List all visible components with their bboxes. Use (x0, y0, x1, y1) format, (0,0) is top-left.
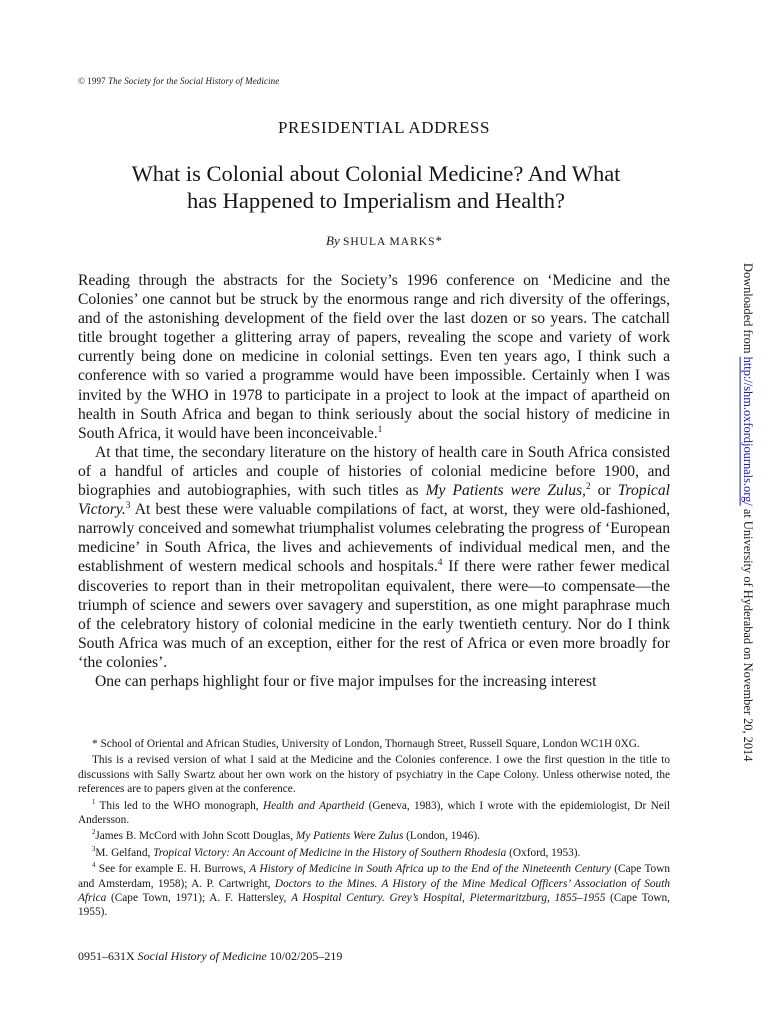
copyright-prefix: © 1997 (78, 76, 106, 86)
footnote-2-text-b: (London, 1946). (406, 830, 480, 843)
paragraph-1 (78, 271, 670, 443)
footnote-author-text: School of Oriental and African Studies, University of London, Thornaugh Street, Russell Square, London WC1H 0XG. (100, 738, 640, 750)
footnote-4-title-2: Doctors to the Mines. A History of the Mine Medical Officers’ Association of South Africa (78, 877, 670, 905)
paragraph-1-text: Reading through the abstracts for the Society’s 1996 conference on ‘Medicine and the Colonies’ one cannot but be struck by the enormous range and rich diversity of the offerings, and of the astonishing development of the field over the last dozen or so years. The catchall title brought together a glittering array of papers, revealing the scope and variety of work currently being done on medicine in colonial settings. Even ten years ago, I think such a conference with so varied a programme would have been impossible. Certainly when I was invited by the WHO in 1978 to participate in a project to look at the impact of apartheid on health in South Africa and began to think seriously about the social history of medicine in South Africa, it would have been inconceivable. (78, 272, 670, 442)
journal-name: Social History of Medicine (137, 949, 267, 963)
footnote-4-text-d: (Cape Town, 1955). (78, 892, 670, 919)
footnote-revised (78, 753, 670, 796)
footnote-4-text-a: See for example E. H. Burrows, (98, 863, 246, 876)
footnote-3-text-b: (Oxford, 1953). (509, 846, 581, 859)
copyright-society: The Society for the Social History of Medicine (108, 76, 280, 86)
paragraph-2 (78, 443, 670, 672)
footnote-ref-2: 2 (585, 481, 591, 492)
footnote-1-text-a: This led to the WHO monograph, (99, 799, 259, 812)
footnote-4-title-1: A History of Medicine in South Africa up to the End of the Nineteenth Century (249, 863, 611, 876)
journal-issn: 0951–631X (78, 949, 135, 963)
book-title-my-patients: My Patients were Zulus, (425, 482, 586, 500)
paragraph-2-text-b: At best these were valuable compilations of fact, at worst, they were old-fashioned, narrowly conceived and somewhat triumphalist volumes celebrating the progress of ‘European medicine’ in South Africa, the lives and achievements of individual medical men, and the establishment of western medical schools and hospitals. (78, 501, 670, 576)
footnotes (78, 737, 670, 922)
download-suffix: at University of Hyderabad on November 20, 2014 (741, 508, 755, 762)
download-watermark (740, 263, 755, 761)
article-title-line1: What is Colonial about Colonial Medicine? And What (131, 161, 621, 186)
footnote-2-text-a: James B. McCord with John Scott Douglas, (95, 830, 294, 843)
footnote-2-title: My Patients Were Zulus (295, 830, 404, 843)
footnote-3 (78, 846, 670, 860)
section-title: PRESIDENTIAL ADDRESS (277, 118, 491, 137)
paragraph-3-text: One can perhaps highlight four or five major impulses for the increasing interest (95, 672, 597, 690)
journal-citation (78, 949, 342, 964)
footnote-ref-1: 1 (377, 424, 383, 435)
footnote-2-number: 2 (92, 829, 96, 837)
book-title-tropical-victory: Tropical Victory. (78, 482, 670, 519)
download-prefix: Downloaded from (741, 263, 755, 354)
paragraph-2-or: or (597, 482, 611, 500)
paragraph-3 (78, 672, 670, 691)
article-title-line2: has Happened to Imperialism and Health? (187, 188, 565, 213)
author-name: SHULA MARKS (342, 236, 436, 248)
footnote-4-text-c: (Cape Town, 1971); A. F. Hattersley, (110, 892, 287, 905)
footnote-2 (78, 829, 670, 843)
footnote-4-title-3: A Hospital Century. Grey’s Hospital, Pietermaritzburg, 1855–1955 (291, 892, 606, 905)
footnote-1-number: 1 (92, 798, 96, 806)
journal-issue: 10/02/205–219 (269, 949, 343, 963)
footnote-author-mark: * (92, 738, 98, 750)
footnote-1 (78, 799, 670, 828)
article-body (78, 271, 670, 691)
footnote-ref-4: 4 (437, 558, 443, 569)
byline-by: By (326, 233, 340, 248)
footnote-3-text-a: M. Gelfand, (95, 846, 151, 859)
footnote-1-text-b: (Geneva, 1983), which I wrote with the epidemiologist, Dr Neil Andersson. (78, 799, 671, 827)
footnote-ref-3: 3 (125, 500, 131, 511)
footnote-revised-text: This is a revised version of what I said at the Medicine and the Colonies conference. I owe the first question in the title to discussions with Sally Swartz about her own work on the history of psychiatry in the Cape Colony. Unless otherwise noted, the references are to papers given at the conference. (78, 754, 670, 796)
footnote-3-title: Tropical Victory: An Account of Medicine in the History of Southern Rhodesia (153, 846, 507, 859)
byline (0, 233, 768, 249)
footnote-4 (78, 862, 670, 920)
download-link[interactable]: http://shm.oxfordjournals.org/ (741, 356, 755, 506)
article-title (40, 160, 712, 214)
footnote-author (78, 737, 670, 751)
author-footnote-mark: * (435, 233, 442, 248)
paragraph-2-text-a: At that time, the secondary literature on the history of health care in South Africa consisted of a handful of articles and couple of histories of colonial medicine before 1900, and biographies and autobiographies, with such titles as (78, 443, 670, 500)
paragraph-2-text-c: If there were rather fewer medical discoveries to report than in their metropolitan equivalent, there were—to compensate—the triumph of science and sewers over savagery and superstition, as one might paraphrase much of the celebratory history of colonial medicine in the early twentieth century. Nor do I think South Africa was much of an exception, either for the rest of Africa or even more broadly for ‘the colonies’. (78, 558, 671, 671)
footnote-4-text-b: (Cape Town and Amsterdam, 1958); A. P. Cartwright, (78, 863, 671, 890)
footnote-1-title: Health and Apartheid (262, 799, 365, 812)
copyright-line (78, 76, 279, 86)
footnote-4-number: 4 (92, 862, 96, 870)
footnote-3-number: 3 (92, 846, 96, 854)
